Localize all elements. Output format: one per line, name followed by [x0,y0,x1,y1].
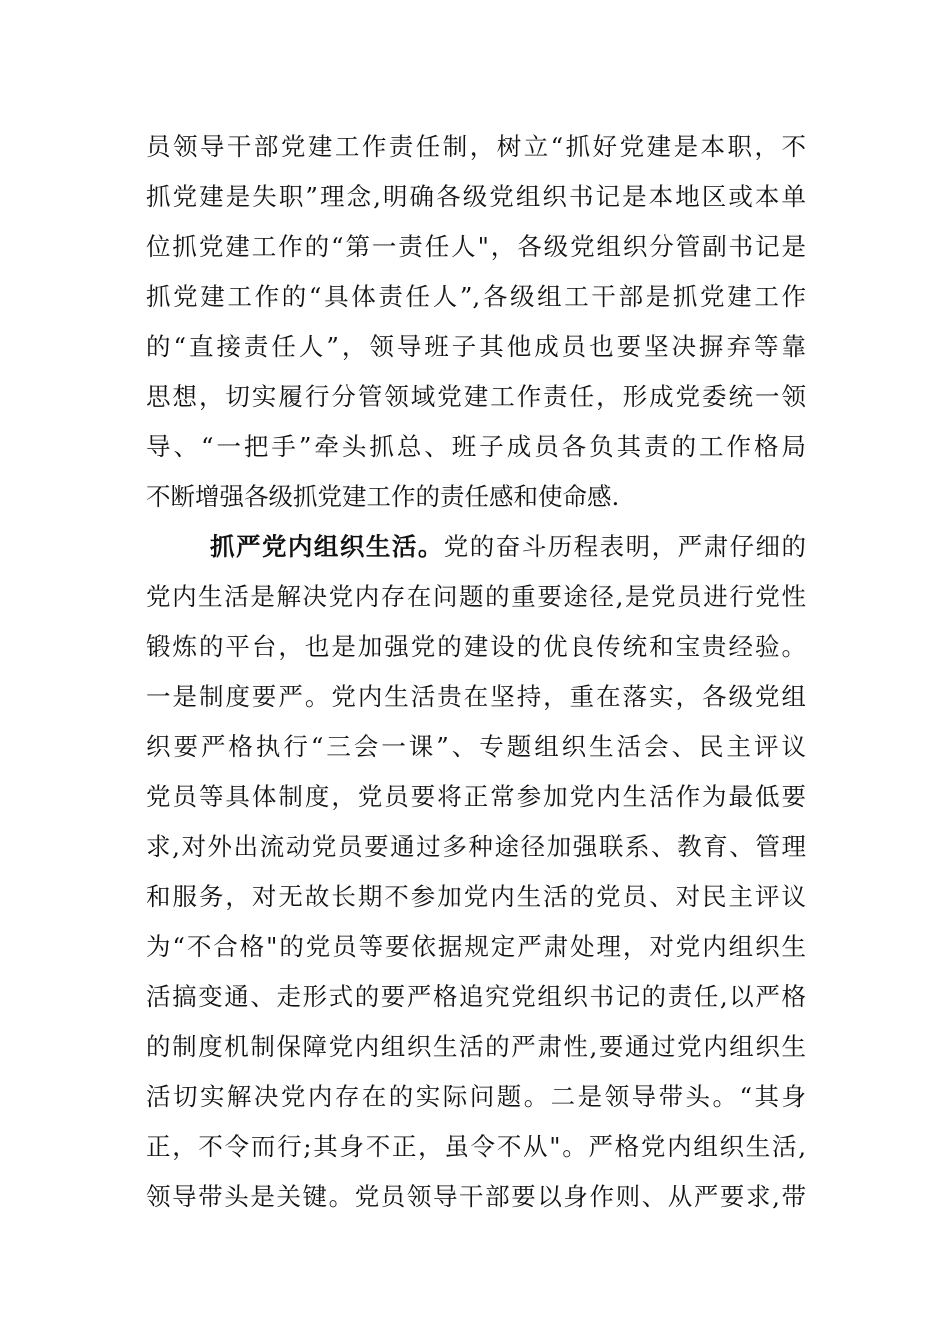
text-line: 抓党建工作的“具体责任人”,各级组工干部是抓党建工作 [146,282,806,311]
text-line: 活切实解决党内存在的实际问题。二是领导带头。“其身 [146,1082,806,1111]
paragraph-heading: 抓严党内组织生活。 [210,532,444,561]
text-line: 领导带头是关键。党员领导干部要以身作则、从严要求,带 [146,1182,806,1211]
text-line: 导、“一把手”牵头抓总、班子成员各负其责的工作格局 [146,432,806,461]
text-line: 党内生活是解决党内存在问题的重要途径,是党员进行党性 [146,582,806,611]
text-line: 锻炼的平台，也是加强党的建设的优良传统和宝贵经验。 [146,632,806,661]
paragraph-first-line [210,529,806,565]
paragraph-first-line-text: 党的奋斗历程表明，严肃仔细的 [443,532,806,561]
text-line: 正，不令而行;其身不正，虽令不从"。严格党内组织生活, [146,1132,806,1161]
text-line: 的制度机制保障党内组织生活的严肃性,要通过党内组织生 [146,1032,806,1061]
text-line: 思想，切实履行分管领域党建工作责任，形成党委统一领 [146,382,806,411]
text-line: 一是制度要严。党内生活贵在坚持，重在落实，各级党组 [146,682,806,711]
text-line: 求,对外出流动党员要通过多种途径加强联系、教育、管理 [146,832,806,861]
text-line: 和服务，对无故长期不参加党内生活的党员、对民主评议 [146,882,806,911]
text-line: 抓党建是失职”理念,明确各级党组织书记是本地区或本单 [146,182,806,211]
text-line: 位抓党建工作的“第一责任人"，各级党组织分管副书记是 [146,232,806,261]
text-line: 织要严格执行“三会一课”、专题组织生活会、民主评议 [146,732,806,761]
text-line: 活搞变通、走形式的要严格追究党组织书记的责任,以严格 [146,982,806,1011]
text-line: 为“不合格"的党员等要依据规定严肃处理，对党内组织生 [146,932,806,961]
text-line: 党员等具体制度，党员要将正常参加党内生活作为最低要 [146,782,806,811]
text-line: 的“直接责任人”，领导班子其他成员也要坚决摒弃等靠 [146,332,806,361]
text-line: 不断增强各级抓党建工作的责任感和使命感. [146,482,620,511]
text-line: 员领导干部党建工作责任制，树立“抓好党建是本职，不 [146,132,806,161]
